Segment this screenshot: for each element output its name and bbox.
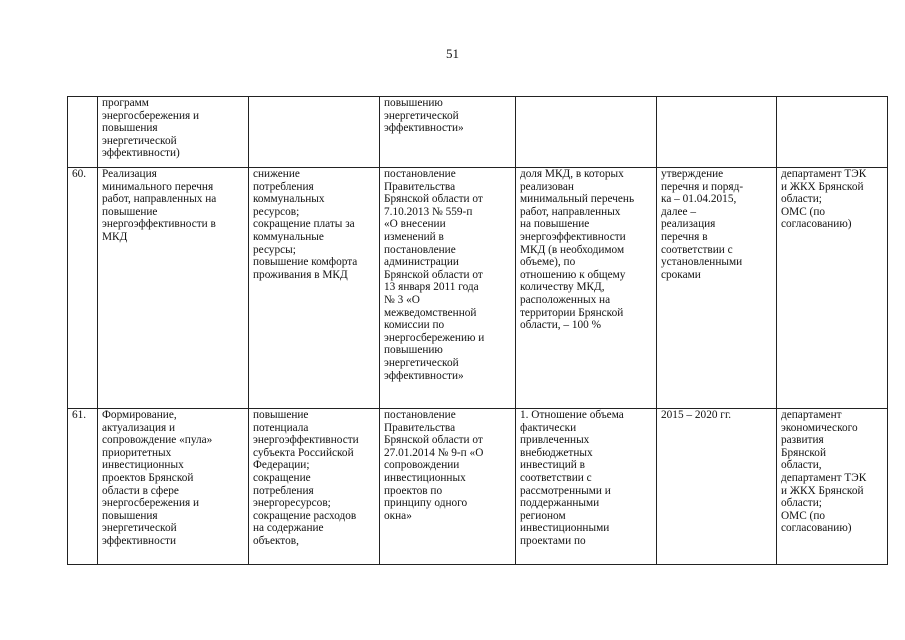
measure-cell: программ энергосбережения и повышения энергетической эффективности) bbox=[98, 97, 249, 168]
indicator-cell bbox=[516, 97, 657, 168]
executor-cell bbox=[777, 97, 888, 168]
measures-table bbox=[67, 96, 888, 565]
measure-cell: Реализация минимального перечня работ, направленных на повышение энергоэффективности в МКД bbox=[98, 168, 249, 409]
result-cell: снижение потребления коммунальных ресурсов; сокращение платы за коммунальные ресурсы; повышение комфорта проживания в МКД bbox=[249, 168, 380, 409]
row-number-cell: 61. bbox=[68, 409, 98, 565]
term-cell bbox=[657, 97, 777, 168]
document-cell: постановление Правительства Брянской области от 7.10.2013 № 559-п «О внесении изменений в постановление администрации Брянской области от 13 января 2011 года № 3 «О межведомственной комиссии по энергосбережению и повышению энергетической эффективности» bbox=[380, 168, 516, 409]
page-number: 51 bbox=[446, 46, 459, 61]
indicator-cell: доля МКД, в которых реализован минимальный перечень работ, направленных на повышение энергоэффективности МКД (в необходимом объеме), по отношению к общему количеству МКД, расположенных на территории Брянской области, – 100 % bbox=[516, 168, 657, 409]
result-cell bbox=[249, 97, 380, 168]
document-cell: постановление Правительства Брянской области от 27.01.2014 № 9-п «О сопровождении инвестиционных проектов по принципу одного окна» bbox=[380, 409, 516, 565]
row-number-cell: 60. bbox=[68, 168, 98, 409]
row-number-cell bbox=[68, 97, 98, 168]
table-row bbox=[68, 97, 888, 168]
document-cell: повышению энергетической эффективности» bbox=[380, 97, 516, 168]
executor-cell: департамент ТЭК и ЖКХ Брянской области; ОМС (по согласованию) bbox=[777, 168, 888, 409]
table-row bbox=[68, 168, 888, 409]
table-row bbox=[68, 409, 888, 565]
result-cell: повышение потенциала энергоэффективности субъекта Российской Федерации; сокращение потребления энергоресурсов; сокращение расходов на содержание объектов, bbox=[249, 409, 380, 565]
executor-cell: департамент экономического развития Брянской области, департамент ТЭК и ЖКХ Брянской области; ОМС (по согласованию) bbox=[777, 409, 888, 565]
measure-cell: Формирование, актуализация и сопровождение «пула» приоритетных инвестиционных проектов Брянской области в сфере энергосбережения и повышения энергетической эффективности bbox=[98, 409, 249, 565]
indicator-cell: 1. Отношение объема фактически привлеченных внебюджетных инвестиций в соответствии с рассмотренными и поддержанными регионом инвестиционными проектами по bbox=[516, 409, 657, 565]
term-cell: утверждение перечня и поряд- ка – 01.04.2015, далее – реализация перечня в соответствии с установленными сроками bbox=[657, 168, 777, 409]
term-cell: 2015 – 2020 гг. bbox=[657, 409, 777, 565]
